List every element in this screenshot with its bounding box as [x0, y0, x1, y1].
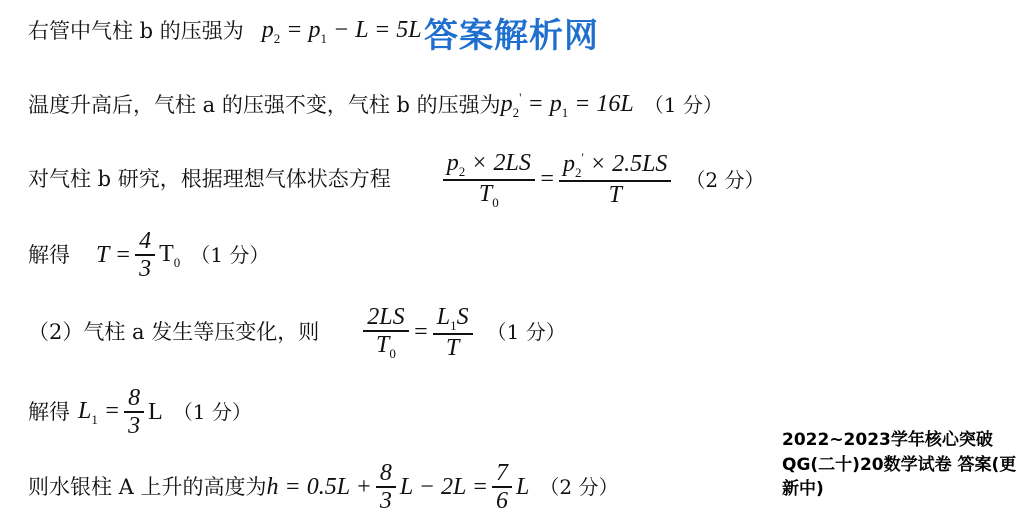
- line-7-mid: L − 2L =: [399, 473, 489, 500]
- line-5-score: （1 分）: [486, 320, 566, 345]
- equation-line-2: [28, 90, 723, 120]
- fraction-5: $\frac{L_1S}{T}$: [433, 304, 473, 361]
- fraction-6: $\frac{8}{3}$: [124, 385, 144, 439]
- fraction-1-numerator: $p_2 \times 2LS$: [446, 150, 531, 179]
- footer-link-text[interactable]: 2022~2023学年核心突破QG(二十)20数学试卷 答案(更新中): [782, 430, 1017, 500]
- fraction-7: $\frac{8}{3}$: [376, 460, 396, 514]
- line-6-text: 解得: [28, 399, 70, 424]
- line-5-text: （2）气柱 a 发生等压变化，则: [28, 319, 320, 344]
- equation-line-4: [28, 228, 269, 282]
- line-6-tail: L: [148, 398, 163, 425]
- equation-line-6: [28, 385, 252, 439]
- line-7-text: 则水银柱 A 上升的高度为: [28, 474, 267, 499]
- line-1-text: 右管中气柱 b 的压强为: [28, 18, 244, 43]
- fraction-1: [443, 150, 535, 210]
- fraction-2-numerator: $p_2' \times 2.5LS$: [563, 150, 668, 181]
- line-6-lhs: $L_1$ =: [78, 397, 121, 427]
- line-7-tail: L: [516, 473, 530, 500]
- equation-line-7: [28, 460, 619, 514]
- equation-line-5: （2）气柱 a 发生等压变化，则 $\frac{2LS}{T_0}$ = $\frac{L_1S}{T}$ （1 分）: [28, 304, 566, 361]
- line-3-score: （2 分）: [685, 167, 765, 192]
- fraction-4: $\frac{2LS}{T_0}$: [363, 304, 408, 361]
- line-1-formula: $p_2 = p_1 - L = 5L$: [261, 17, 422, 46]
- fraction-1-denominator: $T_0$: [478, 180, 499, 210]
- line-6-score: （1 分）: [172, 400, 252, 425]
- line-4-text: 解得: [28, 242, 70, 267]
- fraction-3: $\frac{4}{3}$: [135, 228, 155, 282]
- fraction-8: $\frac{7}{6}$: [492, 460, 512, 514]
- line-3-text: 对气柱 b 研究，根据理想气体状态方程: [28, 167, 391, 192]
- fraction-2: [559, 151, 671, 208]
- fraction-2-denominator: T: [608, 181, 622, 208]
- line-4-score: （1 分）: [190, 243, 270, 268]
- line-2-score: （1 分）: [643, 93, 723, 118]
- line-4-tail: $T_0$: [159, 240, 181, 270]
- line-7-score: （2 分）: [539, 475, 619, 500]
- line-4-lhs: T =: [96, 241, 132, 268]
- equation-line-3: 对气柱 b 研究，根据理想气体状态方程 $\frac{p_2 \times 2LS}{T_0}$ = $\frac{p_2' \times 2.5LS}{T}$ （2 分）: [28, 150, 765, 210]
- line-7-lhs: h = 0.5L +: [266, 473, 372, 500]
- watermark-logo: 答案解析网: [424, 16, 599, 56]
- line-2-text: 温度升高后，气柱 a 的压强不变，气柱 b 的压强为: [28, 92, 501, 117]
- line-2-formula: $p_2' = p_1 = 16L$: [500, 90, 634, 120]
- equation-line-1: [28, 16, 422, 46]
